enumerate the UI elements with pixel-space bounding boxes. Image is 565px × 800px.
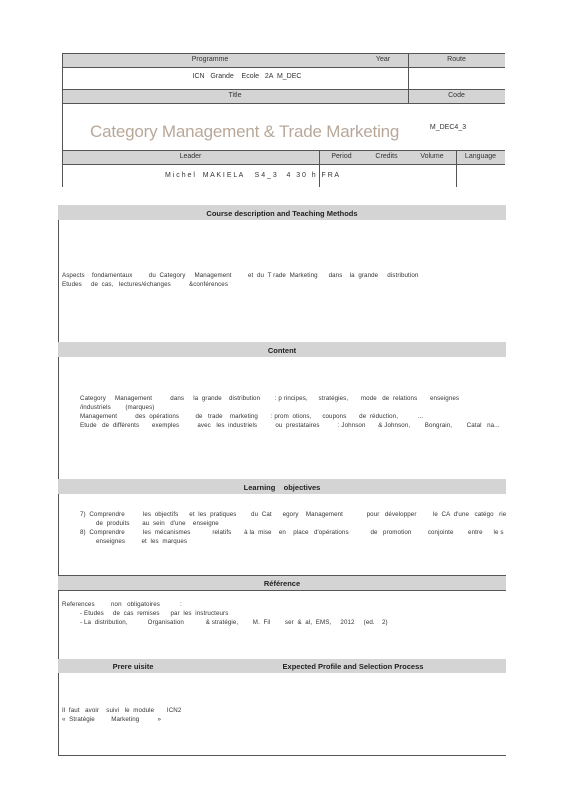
reference-title: Référence — [263, 579, 301, 588]
reference-line-3: - La distribution, Organisation & stratégie, M. Fil ser & al, EMS, 2012 (ed. 2) — [80, 619, 388, 626]
programme-label: Programme — [191, 56, 229, 63]
prereq-line-2: « Stratégie Marketing » — [62, 716, 162, 723]
objectives-line-4: enseignes et les marques — [96, 538, 188, 545]
reference-line-1: References non obligatoires : — [62, 601, 182, 608]
content-line-3: Management des opérations de trade marketing : prom otions, coupons de réduction, ... — [80, 413, 424, 420]
objectives-line-3: 8) Comprendre les mécanismes relatifs à la mise en place d'opérations de promotion conjointe entre le s — [80, 529, 504, 536]
prereq-title: Prere uisite — [112, 662, 154, 671]
description-line-1: Aspects fondamentaux du Category Management et du T rade Marketing dans la grande distribution — [62, 272, 419, 279]
description-title: Course description and Teaching Methods — [206, 209, 358, 218]
volume-label: Volume — [420, 153, 444, 160]
reference-line-2: - Etudes de cas remises par les instructeurs — [80, 610, 229, 617]
prereq-line-1: Il faut avoir suivi le module ICN2 — [62, 707, 182, 714]
description-line-2: Etudes de cas, lectures/échanges &conférences — [62, 281, 229, 288]
code-label: Code — [448, 92, 465, 99]
content-title: Content — [267, 346, 297, 355]
content-line-2: /industriels (marques) — [80, 404, 155, 411]
route-label: Route — [447, 56, 466, 63]
period-label: Period — [331, 153, 352, 160]
course-code: M_DEC4_3 — [429, 124, 467, 131]
objectives-title: Learning objectives — [243, 483, 321, 492]
content-line-1: Category Management dans la grande distribution : p rincipes, stratégies, mode de relations enseignes — [80, 395, 460, 402]
profile-title: Expected Profile and Selection Process — [282, 662, 424, 671]
title-label: Title — [228, 92, 242, 99]
objectives-line-2: de produits au sein d'une enseigne — [96, 520, 219, 527]
course-title: Category Management & Trade Marketing — [90, 122, 400, 141]
credits-label: Credits — [375, 153, 398, 160]
content-line-4: Etude de différents exemples avec les industriels ou prestataires : Johnson & Johnson, Bongrain, Catal na... — [80, 422, 500, 429]
leader-value: M i c h e l M A K I E L A S 4 _ 3 4 3 0 h F R A — [164, 172, 340, 179]
objectives-line-1: 7) Comprendre les objectifs et les pratiques du Cat egory Management pour développer le CA d'une catégo rie — [80, 511, 507, 518]
programme-value: ICN Grande Ecole 2A M_DEC — [192, 73, 302, 80]
leader-label: Leader — [179, 153, 202, 160]
language-label: Language — [464, 153, 497, 160]
year-label: Year — [375, 56, 391, 63]
